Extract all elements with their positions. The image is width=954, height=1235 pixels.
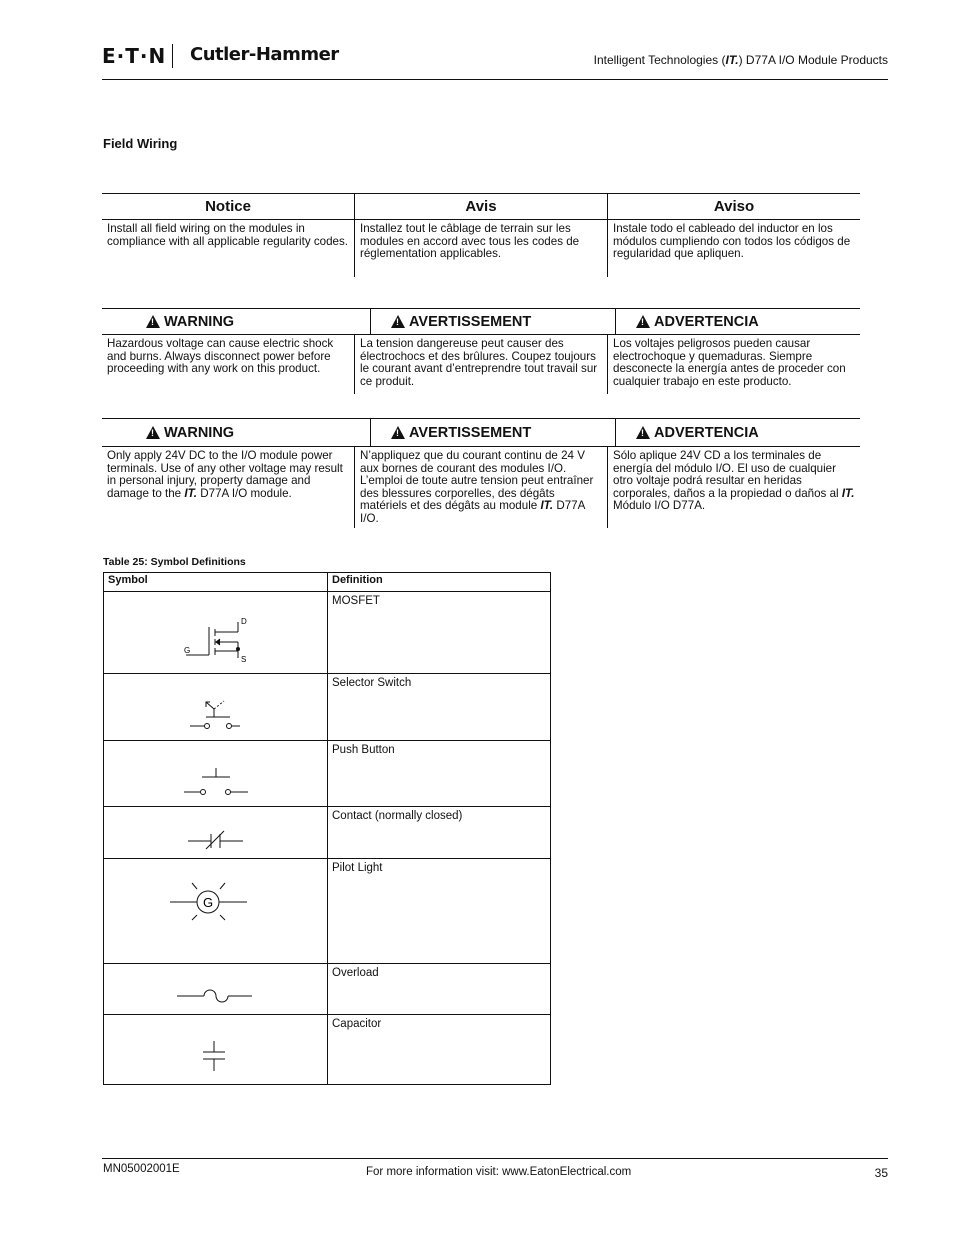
mosfet-label-g: G [184,646,191,655]
warning-1-text-en: Hazardous voltage can cause electric shock and burns. Always disconnect power before proceeding with any work on this product. [107,337,334,376]
overload-symbol-cell [104,964,328,1015]
warning-1-body-row [102,335,860,394]
page-number: 35 [874,1166,888,1180]
definition-contact-nc: Contact (normally closed) [328,807,551,859]
table-row [104,741,551,807]
warning-triangle-icon [636,315,650,328]
section-title: Field Wiring [103,136,178,151]
capacitor-icon [104,1015,327,1085]
warning-2-text-es: Sólo aplique 24V CD a los terminales de energía del módulo I/O. El uso de cualquier otro voltaje podrá resultar en heridas corporales, daños a la propiedad o daños al IT. Módulo I/O D77A. [607,447,860,528]
notice-body-row [102,220,860,277]
selector-switch-icon [104,674,327,741]
warning-triangle-icon [146,315,160,328]
logo-separator [172,44,173,68]
header-title: Intelligent Technologies (IT.) D77A I/O Module Products [593,53,888,67]
footer-link[interactable]: For more information visit: www.EatonElectrical.com [366,1166,632,1178]
contact-nc-icon [104,807,327,859]
warning-2-body-row [102,447,860,528]
table-row [104,1015,551,1085]
pilot-light-icon [104,859,327,964]
contact-nc-symbol-cell [104,807,328,859]
table-caption: Table 25: Symbol Definitions [103,556,246,568]
notice-header-row [102,194,860,220]
push-button-symbol-cell [104,741,328,807]
notice-header-fr: Avis [354,194,607,219]
definition-overload: Overload [328,964,551,1015]
warning-triangle-icon [391,315,405,328]
notice-text-fr: Installez tout le câblage de terrain sur les modules en accord avec tous les codes de réglementation applicables. [354,220,607,277]
notice-table [102,193,860,277]
definition-push-button: Push Button [328,741,551,807]
overload-icon [104,964,327,1015]
header-rule [102,79,888,80]
warning-1-header-row [102,309,860,335]
warning-1-header-en: ! WARNING [102,309,370,334]
col-definition-header: Definition [328,573,551,592]
symbol-definitions-table [103,572,551,1085]
warning-triangle-icon [146,426,160,439]
definition-capacitor: Capacitor [328,1015,551,1085]
eaton-logo: E·T·N [102,44,167,68]
mosfet-label-d: D [241,617,247,626]
pilot-light-symbol-cell [104,859,328,964]
table-row [104,592,551,674]
warning-triangle-icon [391,426,405,439]
mosfet-symbol-cell [104,592,328,674]
warning-2-header-row [102,419,860,447]
table-header-row [104,573,551,592]
warning-triangle-icon [636,426,650,439]
table-row [104,964,551,1015]
warning-1-text-es: Los voltajes peligrosos pueden causar electrochoque y quemaduras. Siempre desconecte la energía antes de proceder con cualquier trabajo en este producto. [607,335,860,394]
warning-table-2 [102,418,860,528]
definition-selector-switch: Selector Switch [328,674,551,741]
warning-2-text-en: Only apply 24V DC to the I/O module power terminals. Use of any other voltage may result in personal injury, property damage and damage to the IT. D77A I/O module. [107,449,343,500]
document-id: MN05002001E [103,1163,180,1175]
warning-1-text-fr: La tension dangereuse peut causer des électrochocs et des brûlures. Coupez toujours le courant avant d’entreprendre tout travail sur ce produit. [354,335,607,394]
col-symbol-header: Symbol [104,573,328,592]
selector-switch-symbol-cell [104,674,328,741]
warning-1-header-es: ! ADVERTENCIA [615,309,860,334]
warning-1-header-fr: ! AVERTISSEMENT [370,309,615,334]
notice-header-en: Notice [205,198,251,215]
notice-text-es: Instale todo el cableado del inductor en los módulos cumpliendo con todos los códigos de regularidad que apliquen. [607,220,860,277]
brand-name: Cutler-Hammer [190,44,339,65]
warning-2-header-en: ! WARNING [102,419,370,446]
table-row [104,859,551,964]
notice-text-en: Install all field wiring on the modules in compliance with all applicable regularity codes. [107,222,349,248]
table-row [104,674,551,741]
pilot-light-label: G [203,895,214,910]
capacitor-symbol-cell [104,1015,328,1085]
definition-mosfet: MOSFET [328,592,551,674]
warning-2-text-fr: N’appliquez que du courant continu de 24 V aux bornes de courant des modules I/O. L’emploi de toute autre tension peut entraîner des blessures corporelles, des dégâts matériels et des dégâts au module IT. D77A I/O. [354,447,607,528]
mosfet-symbol-icon [104,592,327,674]
push-button-icon [104,741,327,807]
notice-header-es: Aviso [607,194,860,219]
table-row [104,807,551,859]
warning-2-header-fr: ! AVERTISSEMENT [370,419,615,446]
footer-rule [102,1158,888,1159]
mosfet-label-s: S [241,655,247,664]
warning-table-1 [102,308,860,394]
definition-pilot-light: Pilot Light [328,859,551,964]
warning-2-header-es: ! ADVERTENCIA [615,419,860,446]
